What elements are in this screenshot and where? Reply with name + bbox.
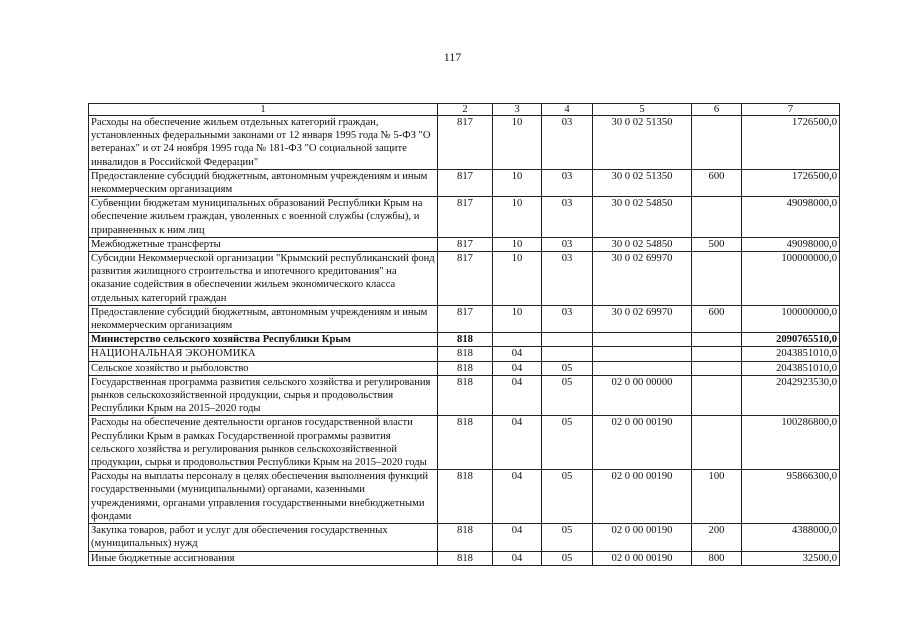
row-section-code: 04 — [493, 375, 542, 416]
row-amount: 100000000,0 — [742, 252, 840, 306]
row-section-code: 04 — [493, 470, 542, 524]
row-amount: 2042923530,0 — [742, 375, 840, 416]
col-header-2: 2 — [438, 104, 493, 116]
row-section-code: 10 — [493, 116, 542, 170]
row-name: Межбюджетные трансферты — [89, 237, 438, 251]
row-target-code: 30 0 02 69970 — [593, 305, 692, 332]
table-row — [89, 116, 840, 170]
row-subsection-code: 05 — [542, 470, 593, 524]
row-ved-code: 818 — [438, 347, 493, 361]
row-expense-type-code: 200 — [692, 524, 742, 551]
row-amount: 100286800,0 — [742, 416, 840, 470]
table-row — [89, 361, 840, 375]
row-amount: 2090765510,0 — [742, 333, 840, 347]
col-header-7: 7 — [742, 104, 840, 116]
row-subsection-code — [542, 347, 593, 361]
row-amount: 2043851010,0 — [742, 347, 840, 361]
row-name: Государственная программа развития сельского хозяйства и регулирования рынков сельскохозяйственной продукции, сырья и продовольствия Республики Крым на 2015–2020 годы — [89, 375, 438, 416]
row-expense-type-code — [692, 252, 742, 306]
row-name: Предоставление субсидий бюджетным, автономным учреждениям и иным некоммерческим организациям — [89, 169, 438, 196]
row-ved-code: 818 — [438, 470, 493, 524]
row-name: Расходы на выплаты персоналу в целях обеспечения выполнения функций государственными (муниципальными) органами, казенными учреждениями, органами управления государственными внебюджетными фондами — [89, 470, 438, 524]
row-target-code: 30 0 02 69970 — [593, 252, 692, 306]
table-row — [89, 416, 840, 470]
row-section-code: 04 — [493, 551, 542, 565]
table-row — [89, 305, 840, 332]
col-header-5: 5 — [593, 104, 692, 116]
row-subsection-code: 03 — [542, 116, 593, 170]
row-name: Предоставление субсидий бюджетным, автономным учреждениям и иным некоммерческим организациям — [89, 305, 438, 332]
row-expense-type-code — [692, 375, 742, 416]
table-row — [89, 169, 840, 196]
row-ved-code: 817 — [438, 237, 493, 251]
row-subsection-code: 03 — [542, 169, 593, 196]
row-ved-code: 817 — [438, 305, 493, 332]
row-name: Субсидии Некоммерческой организации "Крымский республиканский фонд развития жилищного строительства и ипотечного кредитования" на оказание содействия в обеспечении жильем экономического класса отдельных категорий граждан — [89, 252, 438, 306]
row-name: Закупка товаров, работ и услуг для обеспечения государственных (муниципальных) нужд — [89, 524, 438, 551]
row-expense-type-code: 600 — [692, 305, 742, 332]
row-expense-type-code — [692, 197, 742, 238]
row-section-code — [493, 333, 542, 347]
row-ved-code: 817 — [438, 252, 493, 306]
table-row — [89, 252, 840, 306]
row-name: Субвенции бюджетам муниципальных образований Республики Крым на обеспечение жильем граждан, уволенных с военной службы (службы), и приравненных к ним лиц — [89, 197, 438, 238]
row-target-code: 02 0 00 00190 — [593, 524, 692, 551]
row-subsection-code: 05 — [542, 361, 593, 375]
row-ved-code: 818 — [438, 524, 493, 551]
row-target-code: 30 0 02 51350 — [593, 116, 692, 170]
table-row — [89, 347, 840, 361]
row-ved-code: 817 — [438, 197, 493, 238]
row-expense-type-code — [692, 361, 742, 375]
row-ved-code: 818 — [438, 416, 493, 470]
row-amount: 2043851010,0 — [742, 361, 840, 375]
table-row — [89, 524, 840, 551]
row-subsection-code: 03 — [542, 237, 593, 251]
row-ved-code: 818 — [438, 361, 493, 375]
row-amount: 1726500,0 — [742, 169, 840, 196]
row-section-code: 04 — [493, 524, 542, 551]
row-amount: 49098000,0 — [742, 197, 840, 238]
row-name: Расходы на обеспечение деятельности органов государственной власти Республики Крым в рамках Государственной программы развития сельского хозяйства и регулирования рынков сельскохозяйственной продукции, сырья и продовольствия Республики Крым на 2015–2020 годы — [89, 416, 438, 470]
row-subsection-code: 05 — [542, 551, 593, 565]
row-name: Расходы на обеспечение жильем отдельных категорий граждан, установленных федеральными законами от 12 января 1995 года № 5-ФЗ "О ветеранах" и от 24 ноября 1995 года № 181-ФЗ "О социальной защите инвалидов в Российской Федерации" — [89, 116, 438, 170]
col-header-1: 1 — [89, 104, 438, 116]
row-target-code: 30 0 02 51350 — [593, 169, 692, 196]
row-target-code: 02 0 00 00000 — [593, 375, 692, 416]
row-target-code: 02 0 00 00190 — [593, 551, 692, 565]
table-row — [89, 197, 840, 238]
row-expense-type-code: 600 — [692, 169, 742, 196]
row-name: Министерство сельского хозяйства Республики Крым — [89, 333, 438, 347]
row-subsection-code: 03 — [542, 252, 593, 306]
row-section-code: 04 — [493, 347, 542, 361]
row-ved-code: 818 — [438, 375, 493, 416]
row-subsection-code: 03 — [542, 197, 593, 238]
row-ved-code: 817 — [438, 116, 493, 170]
row-section-code: 04 — [493, 361, 542, 375]
row-expense-type-code — [692, 116, 742, 170]
col-header-6: 6 — [692, 104, 742, 116]
table-row — [89, 237, 840, 251]
row-name: НАЦИОНАЛЬНАЯ ЭКОНОМИКА — [89, 347, 438, 361]
row-target-code — [593, 347, 692, 361]
row-section-code: 10 — [493, 237, 542, 251]
table-row — [89, 470, 840, 524]
row-amount: 32500,0 — [742, 551, 840, 565]
row-expense-type-code: 800 — [692, 551, 742, 565]
row-target-code: 02 0 00 00190 — [593, 470, 692, 524]
row-subsection-code: 03 — [542, 305, 593, 332]
row-section-code: 10 — [493, 169, 542, 196]
row-amount: 49098000,0 — [742, 237, 840, 251]
row-subsection-code: 05 — [542, 375, 593, 416]
row-section-code: 10 — [493, 197, 542, 238]
row-subsection-code: 05 — [542, 524, 593, 551]
row-amount: 100000000,0 — [742, 305, 840, 332]
header-row — [89, 104, 840, 116]
row-subsection-code — [542, 333, 593, 347]
row-expense-type-code — [692, 416, 742, 470]
row-subsection-code: 05 — [542, 416, 593, 470]
row-name: Иные бюджетные ассигнования — [89, 551, 438, 565]
row-section-code: 04 — [493, 416, 542, 470]
row-ved-code: 817 — [438, 169, 493, 196]
row-target-code: 30 0 02 54850 — [593, 197, 692, 238]
row-section-code: 10 — [493, 252, 542, 306]
table-row — [89, 375, 840, 416]
row-amount: 4388000,0 — [742, 524, 840, 551]
col-header-3: 3 — [493, 104, 542, 116]
row-ved-code: 818 — [438, 333, 493, 347]
row-amount: 95866300,0 — [742, 470, 840, 524]
row-name: Сельское хозяйство и рыболовство — [89, 361, 438, 375]
row-expense-type-code — [692, 333, 742, 347]
page-number: 117 — [443, 50, 462, 64]
row-target-code: 02 0 00 00190 — [593, 416, 692, 470]
row-ved-code: 818 — [438, 551, 493, 565]
budget-table — [88, 103, 840, 566]
row-target-code — [593, 333, 692, 347]
table-row — [89, 551, 840, 565]
row-target-code — [593, 361, 692, 375]
table-row — [89, 333, 840, 347]
row-section-code: 10 — [493, 305, 542, 332]
row-expense-type-code: 100 — [692, 470, 742, 524]
row-expense-type-code: 500 — [692, 237, 742, 251]
col-header-4: 4 — [542, 104, 593, 116]
row-expense-type-code — [692, 347, 742, 361]
row-target-code: 30 0 02 54850 — [593, 237, 692, 251]
row-amount: 1726500,0 — [742, 116, 840, 170]
